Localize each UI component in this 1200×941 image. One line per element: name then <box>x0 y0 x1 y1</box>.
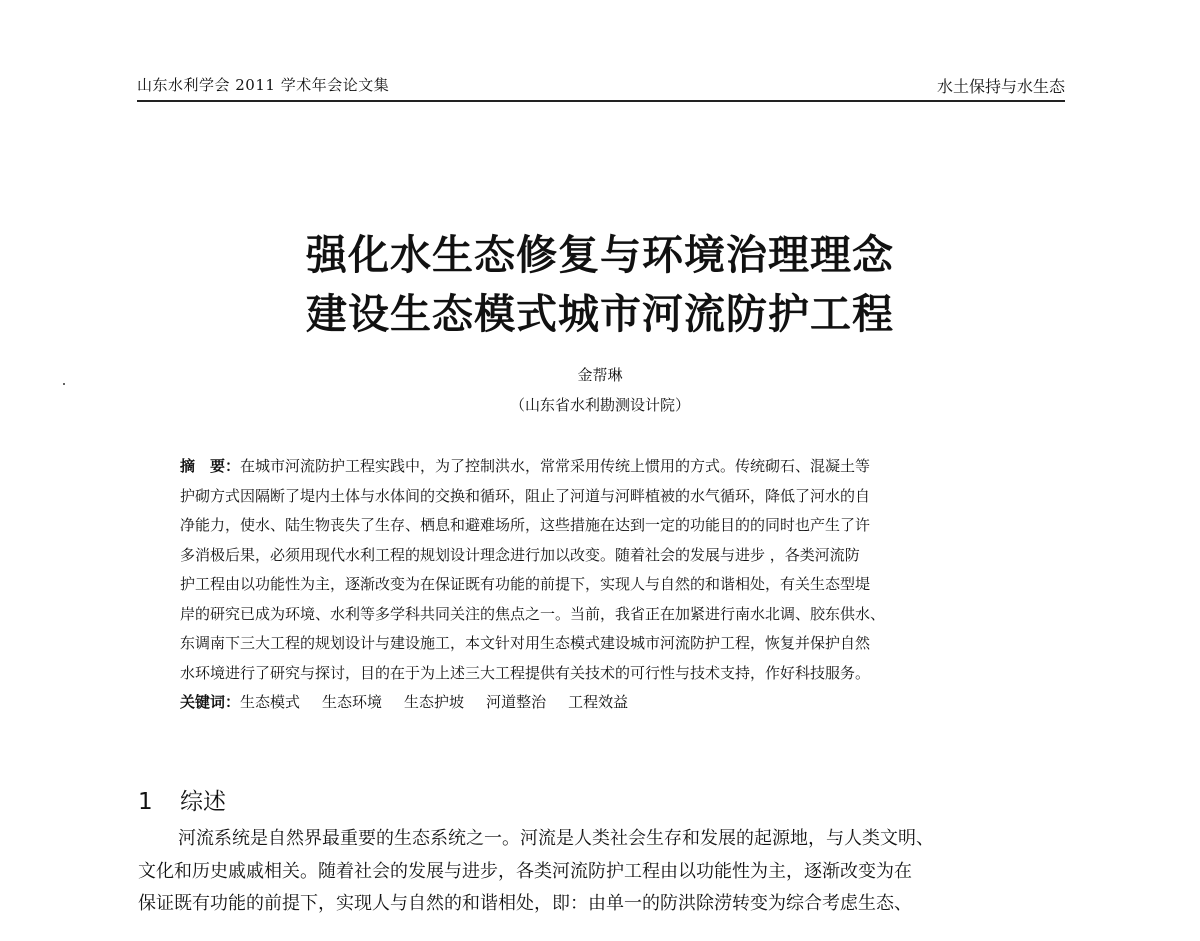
proceedings-title: 山东水利学会 2011 学术年会论文集 <box>137 76 390 94</box>
abstract-line: 净能力，使水、陆生物丧失了生存、栖息和避难场所，这些措施在达到一定的功能目的的同时也产生了许 <box>180 516 871 534</box>
paper-title-line-1: 强化水生态修复与环境治理理念 <box>306 231 894 279</box>
keywords-label: 关键词： <box>180 693 241 711</box>
section-number: 1 <box>138 789 153 815</box>
abstract-text: 在城市河流防护工程实践中，为了控制洪水，常常采用传统上惯用的方式。传统砌石、混凝土等 <box>240 457 871 475</box>
abstract-line: 东调南下三大工程的规划设计与建设施工，本文针对用生态模式建设城市河流防护工程，恢复并保护自然 <box>180 634 871 652</box>
keyword: 河道整治 <box>486 693 547 711</box>
abstract-line: 护工程由以功能性为主，逐渐改变为在保证既有功能的前提下，实现人与自然的和谐相处，有关生态型堤 <box>180 575 871 593</box>
body-paragraph <box>138 823 1068 921</box>
keyword: 工程效益 <box>568 693 629 711</box>
abstract-line <box>180 452 1025 482</box>
section-heading <box>138 783 226 816</box>
paper-title-line-2: 建设生态模式城市河流防护工程 <box>306 290 894 338</box>
abstract-line: 水环境进行了研究与探讨，目的在于为上述三大工程提供有关技术的可行性与技术支持，作好科技服务。 <box>180 663 871 682</box>
running-header <box>137 70 1065 102</box>
author-name: 金帮琳 <box>577 366 623 384</box>
body-line: 保证既有功能的前提下，实现人与自然的和谐相处，即：由单一的防洪除涝转变为综合考虑生态、 <box>138 893 912 914</box>
author-affiliation: （山东省水利勘测设计院） <box>509 396 690 414</box>
keyword: 生态环境 <box>322 693 383 711</box>
abstract-label: 摘 要： <box>180 457 241 475</box>
keywords-line <box>180 688 1025 718</box>
abstract-block <box>180 452 1025 718</box>
section-category: 水土保持与水生态 <box>936 77 1065 96</box>
abstract-line: 护砌方式因隔断了堤内土体与水体间的交换和循环，阻止了河道与河畔植被的水气循环，降低了河水的自 <box>180 486 871 505</box>
keyword: 生态模式 <box>240 693 301 711</box>
body-line: 河流系统是自然界最重要的生态系统之一。河流是人类社会生存和发展的起源地，与人类文明、 <box>178 828 934 849</box>
section-title: 综述 <box>180 789 226 815</box>
abstract-line: 多消极后果，必须用现代水利工程的规划设计理念进行加以改变。随着社会的发展与进步 ，各类河流防 <box>180 545 860 564</box>
abstract-line: 岸的研究已成为环境、水利等多学科共同关注的焦点之一。当前，我省正在加紧进行南水北调、胶东供水、 <box>180 604 886 623</box>
keyword: 生态护坡 <box>404 693 465 711</box>
body-line: 文化和历史戚戚相关。随着社会的发展与进步，各类河流防护工程由以功能性为主，逐渐改变为在 <box>138 860 912 882</box>
